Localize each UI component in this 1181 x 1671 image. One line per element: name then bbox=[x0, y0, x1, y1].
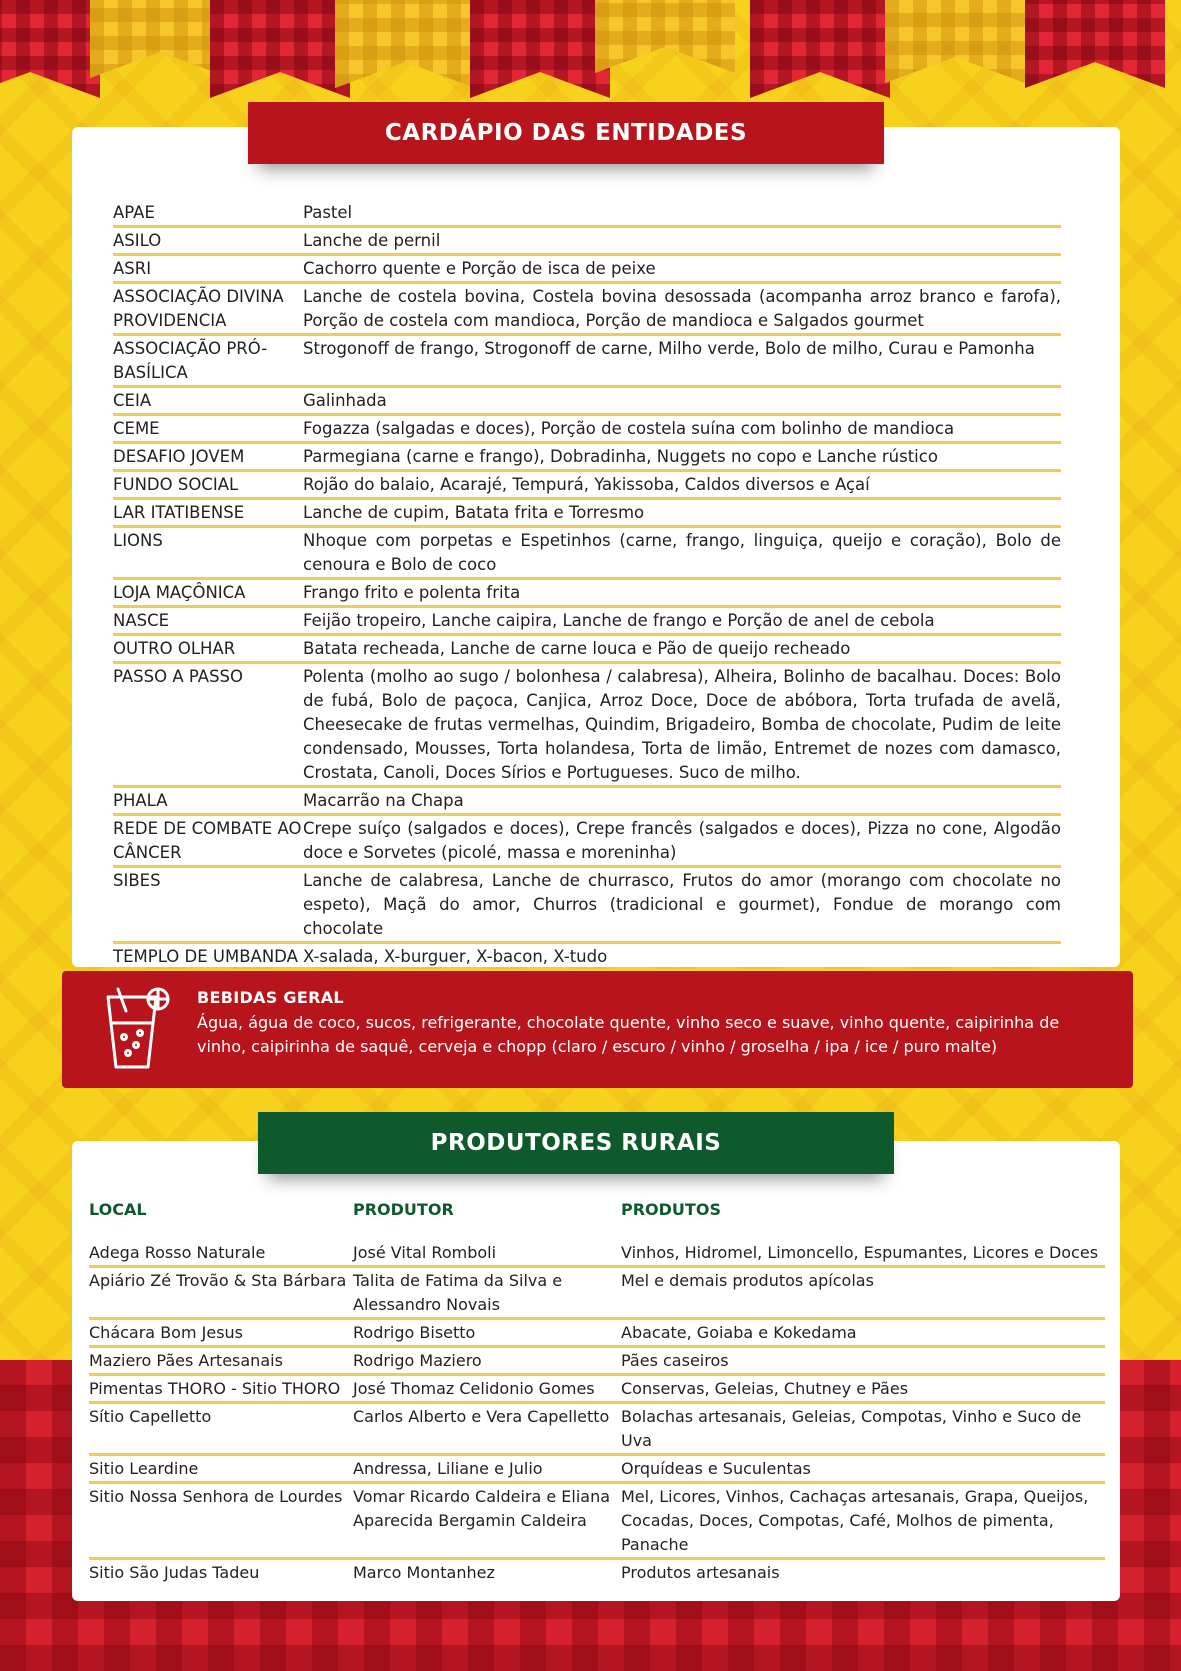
producer-local: Sitio Leardine bbox=[89, 1459, 199, 1478]
menu-row bbox=[113, 388, 1061, 416]
bunting-flag bbox=[750, 0, 890, 98]
menu-entity: LOJA MAÇÔNICA bbox=[113, 583, 246, 602]
producer-row bbox=[89, 1348, 1105, 1376]
producer-name: José Vital Romboli bbox=[353, 1243, 497, 1262]
producer-row bbox=[89, 1376, 1105, 1404]
menu-items: Macarrão na Chapa bbox=[303, 791, 464, 810]
menu-row bbox=[113, 608, 1061, 636]
header-products: PRODUTOS bbox=[621, 1200, 721, 1219]
menu-items: Crepe suíço (salgados e doces), Crepe francês (salgados e doces), Pizza no cone, Algodão doce e Sorvetes (picolé, massa e moreninha) bbox=[303, 819, 1061, 862]
producer-name: Carlos Alberto e Vera Capelletto bbox=[353, 1407, 610, 1426]
bunting-flag bbox=[885, 0, 1025, 83]
producer-products: Conservas, Geleias, Chutney e Pães bbox=[621, 1379, 909, 1398]
bunting-flag bbox=[1025, 0, 1165, 88]
menu-items: Cachorro quente e Porção de isca de peixe bbox=[303, 259, 656, 278]
menu-row bbox=[113, 944, 1061, 972]
producer-products: Orquídeas e Suculentas bbox=[621, 1459, 811, 1478]
menu-entity: DESAFIO JOVEM bbox=[113, 447, 245, 466]
menu-entity: TEMPLO DE UMBANDA bbox=[113, 947, 298, 966]
producer-row bbox=[89, 1484, 1105, 1560]
menu-row bbox=[113, 200, 1061, 228]
producer-name: Talita de Fatima da Silva e Alessandro Novais bbox=[353, 1271, 563, 1314]
menu-entity: ASILO bbox=[113, 231, 162, 250]
producer-name: José Thomaz Celidonio Gomes bbox=[353, 1379, 595, 1398]
menu-entity: FUNDO SOCIAL bbox=[113, 475, 239, 494]
producer-local: Chácara Bom Jesus bbox=[89, 1323, 243, 1342]
menu-row bbox=[113, 500, 1061, 528]
menu-items: Lanche de costela bovina, Costela bovina desossada (acompanha arroz branco e farofa), Porção de costela com mandioca, Porção de mandioca e Salgados gourmet bbox=[303, 287, 1061, 330]
drinks-bar bbox=[62, 971, 1133, 1088]
producer-row bbox=[89, 1268, 1105, 1320]
menu-row bbox=[113, 416, 1061, 444]
menu-row bbox=[113, 444, 1061, 472]
menu-row bbox=[113, 868, 1061, 944]
producers-title-banner: PRODUTORES RURAIS bbox=[258, 1112, 894, 1174]
menu-row bbox=[113, 664, 1061, 788]
menu-row bbox=[113, 528, 1061, 580]
producer-products: Pães caseiros bbox=[621, 1351, 729, 1370]
producer-products: Abacate, Goiaba e Kokedama bbox=[621, 1323, 857, 1342]
producer-products: Vinhos, Hidromel, Limoncello, Espumantes, Licores e Doces bbox=[621, 1243, 1099, 1262]
menu-row bbox=[113, 256, 1061, 284]
menu-entity: ASSOCIAÇÃO PRÓ-BASÍLICA bbox=[113, 339, 268, 382]
menu-entity: APAE bbox=[113, 203, 155, 222]
producer-row bbox=[89, 1404, 1105, 1456]
producer-name: Rodrigo Maziero bbox=[353, 1351, 482, 1370]
menu-row bbox=[113, 580, 1061, 608]
producer-products: Mel, Licores, Vinhos, Cachaças artesanais, Grapa, Queijos, Cocadas, Doces, Compotas, Café, Molhos de pimenta, Panache bbox=[621, 1487, 1089, 1554]
producer-products: Mel e demais produtos apícolas bbox=[621, 1271, 874, 1290]
menu-row bbox=[113, 284, 1061, 336]
menu-row bbox=[113, 228, 1061, 256]
menu-entity: REDE DE COMBATE AO CÂNCER bbox=[113, 819, 302, 862]
menu-items: Galinhada bbox=[303, 391, 387, 410]
menu-row bbox=[113, 336, 1061, 388]
menu-items: Lanche de calabresa, Lanche de churrasco, Frutos do amor (morango com chocolate no espeto), Maçã do amor, Churros (tradicional e gourmet), Fondue de morango com chocolate bbox=[303, 871, 1061, 938]
menu-items: Feijão tropeiro, Lanche caipira, Lanche de frango e Porção de anel de cebola bbox=[303, 611, 935, 630]
producer-local: Adega Rosso Naturale bbox=[89, 1243, 266, 1262]
drinks-list: Água, água de coco, sucos, refrigerante, chocolate quente, vinho seco e suave, vinho quente, caipirinha de vinho, caipirinha de saquê, cerveja e chopp (claro / escuro / vinho / groselha / ipa / ice / puro malte) bbox=[197, 1013, 1060, 1056]
menu-entity: ASRI bbox=[113, 259, 152, 278]
menu-entity: SIBES bbox=[113, 871, 161, 890]
bunting-flag bbox=[90, 0, 230, 78]
menu-row bbox=[113, 788, 1061, 816]
producer-name: Rodrigo Bisetto bbox=[353, 1323, 476, 1342]
producer-row bbox=[89, 1560, 1105, 1585]
drinks-title: BEBIDAS GERAL bbox=[197, 988, 344, 1007]
bunting-flag bbox=[335, 0, 475, 88]
bunting-flag bbox=[595, 0, 735, 73]
producer-local: Sítio Capelletto bbox=[89, 1407, 212, 1426]
menu-row bbox=[113, 636, 1061, 664]
menu-items: Pastel bbox=[303, 203, 353, 222]
producer-row bbox=[89, 1240, 1105, 1268]
bunting-flag bbox=[210, 0, 350, 98]
producer-local: Pimentas THORO - Sitio THORO bbox=[89, 1379, 341, 1398]
menu-row bbox=[113, 816, 1061, 868]
producer-local: Sitio Nossa Senhora de Lourdes bbox=[89, 1487, 343, 1506]
producer-local: Apiário Zé Trovão & Sta Bárbara bbox=[89, 1271, 347, 1290]
menu-items: Parmegiana (carne e frango), Dobradinha, Nuggets no copo e Lanche rústico bbox=[303, 447, 938, 466]
menu-items: Batata recheada, Lanche de carne louca e Pão de queijo recheado bbox=[303, 639, 851, 658]
producer-row bbox=[89, 1456, 1105, 1484]
producer-row bbox=[89, 1320, 1105, 1348]
menu-entity: LIONS bbox=[113, 531, 163, 550]
menu-items: Strogonoff de frango, Strogonoff de carne, Milho verde, Bolo de milho, Curau e Pamonha bbox=[303, 339, 1035, 358]
menu-entity: CEME bbox=[113, 419, 160, 438]
producer-local: Sitio São Judas Tadeu bbox=[89, 1563, 260, 1582]
menu-title-banner: CARDÁPIO DAS ENTIDADES bbox=[248, 102, 884, 164]
menu-items: Rojão do balaio, Acarajé, Tempurá, Yakissoba, Caldos diversos e Açaí bbox=[303, 475, 870, 494]
menu-items: Frango frito e polenta frita bbox=[303, 583, 521, 602]
menu-entity: PHALA bbox=[113, 791, 168, 810]
menu-items: Lanche de pernil bbox=[303, 231, 441, 250]
producer-name: Marco Montanhez bbox=[353, 1563, 495, 1582]
header-local: LOCAL bbox=[89, 1200, 147, 1219]
menu-entity: CEIA bbox=[113, 391, 152, 410]
menu-items: Lanche de cupim, Batata frita e Torresmo bbox=[303, 503, 645, 522]
menu-entity: OUTRO OLHAR bbox=[113, 639, 236, 658]
drink-glass-icon bbox=[102, 985, 172, 1071]
producer-products: Bolachas artesanais, Geleias, Compotas, Vinho e Suco de Uva bbox=[621, 1407, 1082, 1450]
header-producer: PRODUTOR bbox=[353, 1200, 454, 1219]
producer-local: Maziero Pães Artesanais bbox=[89, 1351, 283, 1370]
producer-name: Andressa, Liliane e Julio bbox=[353, 1459, 543, 1478]
menu-items: Polenta (molho ao sugo / bolonhesa / calabresa), Alheira, Bolinho de bacalhau. Doces: Bolo de fubá, Bolo de paçoca, Canjica, Arroz Doce, Doce de abóbora, Torta trufada de avelã, Cheesecake de frutas vermelhas, Quindim, Brigadeiro, Bomba de chocolate, Pudim de leite condensado, Mousses, Torta holandesa, Torta de limão, Entremet de nozes com damasco, Crostata, Canoli, Doces Sírios e Portugueses. Suco de milho. bbox=[303, 667, 1061, 782]
menu-items: X-salada, X-burguer, X-bacon, X-tudo bbox=[303, 947, 608, 966]
producer-name: Vomar Ricardo Caldeira e Eliana Aparecida Bergamin Caldeira bbox=[353, 1487, 611, 1530]
producer-products: Produtos artesanais bbox=[621, 1563, 780, 1582]
producers-table bbox=[89, 1240, 1105, 1585]
bunting-flag bbox=[0, 0, 100, 98]
menu-entity: LAR ITATIBENSE bbox=[113, 503, 245, 522]
menu-items: Nhoque com porpetas e Espetinhos (carne, frango, linguiça, queijo e coração), Bolo de cenoura e Bolo de coco bbox=[303, 531, 1061, 574]
menu-items: Fogazza (salgadas e doces), Porção de costela suína com bolinho de mandioca bbox=[303, 419, 955, 438]
menu-table bbox=[113, 200, 1061, 1000]
bunting-flag bbox=[470, 0, 610, 98]
menu-entity: ASSOCIAÇÃO DIVINA PROVIDENCIA bbox=[113, 287, 284, 330]
menu-row bbox=[113, 472, 1061, 500]
menu-entity: NASCE bbox=[113, 611, 170, 630]
menu-entity: PASSO A PASSO bbox=[113, 667, 244, 686]
